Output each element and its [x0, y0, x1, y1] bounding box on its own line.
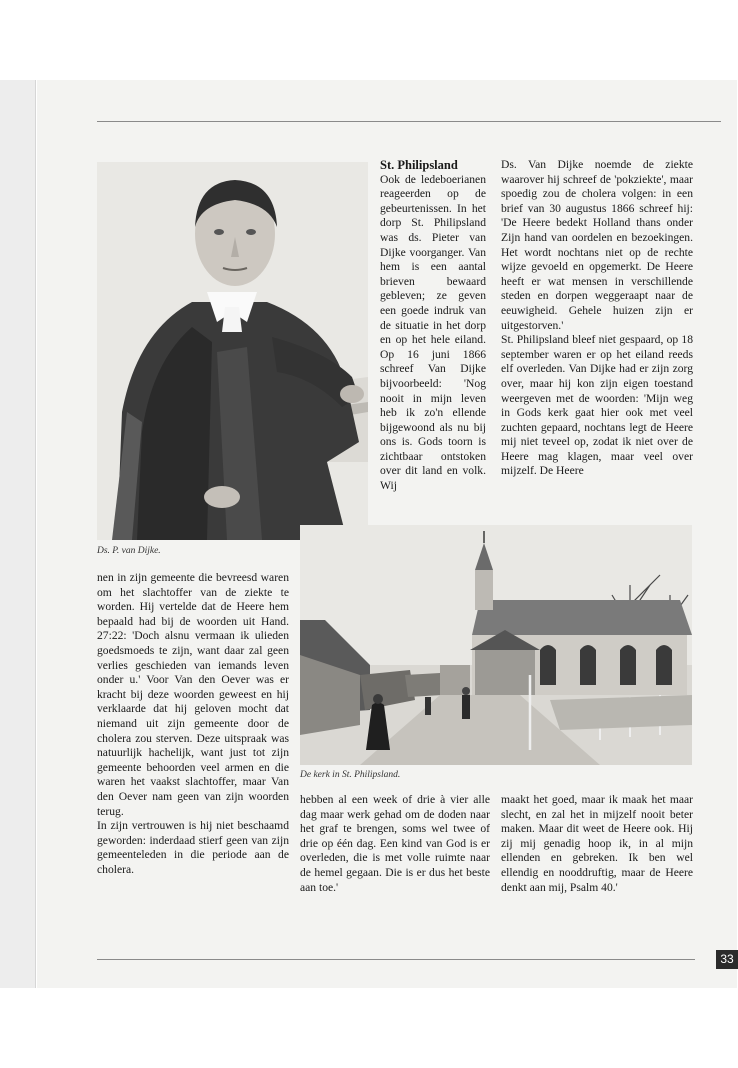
middle-bottom-paragraph: hebben al een week of drie à vier alle dag maar werk gehad om de doden naar het graf te brengen, soms wel twee of drie op één dag. Een kind van God is er overleden, die is met volle ruimte naar de hemel gegaan. Die is er dus het beste aan toe.' [300, 793, 490, 894]
bottom-rule [97, 959, 695, 960]
section-heading: St. Philipsland [380, 158, 458, 172]
left-bottom-column [97, 571, 289, 877]
portrait-illustration [97, 162, 368, 540]
church-illustration [300, 525, 692, 765]
portrait-photo [97, 162, 368, 540]
middle-bottom-column [300, 793, 490, 895]
left-bottom-paragraph-1: nen in zijn gemeente die bevreesd waren om het slachtoffer van de ziekte te worden. Hij vertelde dat de Heere hem bepaald had bij de woorden uit Hand. 27:22: 'Doch alsnu vermaan ik ulieden goedsmoeds te zijn, want daar zal geen verlies geschieden van iemands leven onder u.' Voor Van den Oever was er kracht bij deze woorden geweest en hij verklaarde dat hij geloven mocht dat niemand uit zijn gemeente door de cholera zou sterven. Deze uitspraak was natuurlijk hachelijk, want just tot zijn gemeente behoorden veel armen en die waren het vaakst slachtoffer, maar Van den Oever nam geen van zijn woorden terug. [97, 571, 289, 818]
church-caption: De kerk in St. Philipsland. [300, 770, 401, 780]
right-top-paragraph-2: St. Philipsland bleef niet gespaard, op 18 september waren er op het eiland reeds elf overleden. Van Dijke had er zijn zorg over, maar hij kon zijn eigen toestand weergeven met de woorden: 'Mijn weg in Gods kerk gaat hier ook met veel zuchten gepaard, nochtans legt de Heere mij niet teveel op, zodat ik niet over de Heere mag klagen, maar veel over mijzelf. De Heere [501, 333, 693, 478]
right-bottom-paragraph: maakt het goed, maar ik maak het maar slecht, en zal het in mijzelf nooit beter maken. Maar dit weet de Heere ook. Hij zij mij genadig hoop ik, in al mijn ellenden en gebreken. Ik ben wel ellendig en nooddruftig, maar de Heere denkt aan mij, Psalm 40.' [501, 793, 693, 894]
right-top-paragraph-1: Ds. Van Dijke noemde de ziekte waarover hij schreef de 'pokziekte', maar spoedig zou de cholera volgen: in een brief van 30 augustus 1866 schreef hij: 'De Heere bedekt Holland thans onder Zijn hand van oordelen en bezoekingen. Het wordt nochtans niet op de rechte wijze gevoeld en opgemerkt. De Heere heeft er wat mensen in verschillende steden en dorpen weggeraapt naar de eeuwigheid. Gehele huizen zijn er uitgestorven.' [501, 158, 693, 332]
page-number: 33 [716, 950, 738, 969]
church-photo [300, 525, 692, 765]
portrait-caption: Ds. P. van Dijke. [97, 546, 161, 556]
sidebar-column [380, 158, 486, 494]
sidebar-paragraph: Ook de ledeboerianen reageerden op de gebeurtenissen. In het dorp St. Philipsland was ds. Pieter van Dijke voorganger. Van hem is een aantal brieven bewaard gebleven; ze geven een goede indruk van de situatie in het dorp en op het hele eiland. Op 16 juni 1866 schreef Van Dijke bijvoorbeeld: 'Nog nooit in mijn leven heb ik zo'n ellende bijgewoond als nu bij ons is. Gods toorn is zichtbaar ontstoken over dit land en volk. Wij [380, 172, 486, 493]
right-top-column [501, 158, 693, 479]
left-bottom-paragraph-2: In zijn vertrouwen is hij niet beschaamd geworden: inderdaad stierf geen van zijn gemeenteleden in die periode aan de cholera. [97, 819, 289, 876]
right-bottom-column [501, 793, 693, 895]
book-spine [0, 80, 36, 988]
top-rule [97, 121, 721, 122]
